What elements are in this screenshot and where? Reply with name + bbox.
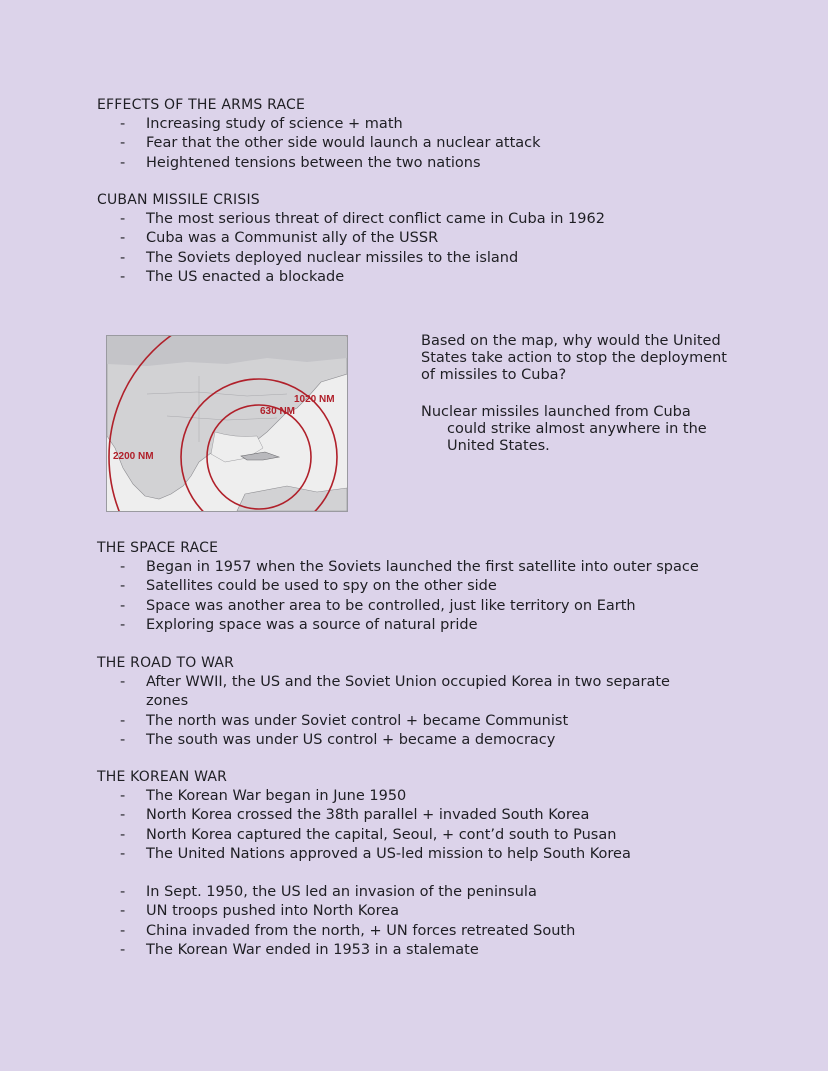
list-item: - The north was under Soviet control + became Communist xyxy=(97,712,757,731)
list-item: - Space was another area to be controlled, just like territory on Earth xyxy=(97,597,757,616)
bullet-list xyxy=(97,558,757,635)
list-item: - Increasing study of science + math xyxy=(97,115,757,134)
section-korean-war xyxy=(97,768,757,960)
list-item: - UN troops pushed into North Korea xyxy=(97,902,757,921)
map-answer xyxy=(421,404,741,455)
list-item: - North Korea captured the capital, Seoul, + cont’d south to Pusan xyxy=(97,826,757,845)
range-label-630: 630 NM xyxy=(260,406,296,417)
answer-continuation: could strike almost anywhere in the United States. xyxy=(447,421,707,454)
map-question xyxy=(421,333,741,384)
section-road-to-war xyxy=(97,654,757,750)
answer-first-line: Nuclear missiles launched from Cuba xyxy=(421,404,691,420)
list-item: - The Korean War ended in 1953 in a stalemate xyxy=(97,941,757,960)
list-item: - China invaded from the north, + UN forces retreated South xyxy=(97,922,757,941)
list-item: - After WWII, the US and the Soviet Union occupied Korea in two separate zones xyxy=(97,673,706,712)
section-cuban-missile-crisis xyxy=(97,191,757,287)
bullet-list xyxy=(97,210,757,287)
list-item: - Satellites could be used to spy on the other side xyxy=(97,577,757,596)
section-heading: THE KOREAN WAR xyxy=(97,769,228,785)
range-label-2200: 2200 NM xyxy=(113,451,154,462)
list-item: - Cuba was a Communist ally of the USSR xyxy=(97,229,757,248)
list-item: - The most serious threat of direct conflict came in Cuba in 1962 xyxy=(97,210,757,229)
list-item: - Exploring space was a source of natural pride xyxy=(97,616,757,635)
list-item: - North Korea crossed the 38th parallel + invaded South Korea xyxy=(97,806,757,825)
bullet-list xyxy=(97,115,757,173)
section-heading: CUBAN MISSILE CRISIS xyxy=(97,192,260,208)
list-item: - The United Nations approved a US-led mission to help South Korea xyxy=(97,845,757,864)
question-prompt: Based on the map, why would the United States take action to stop the deployment of missiles to Cuba? xyxy=(421,333,727,383)
list-item: - The Soviets deployed nuclear missiles to the island xyxy=(97,249,757,268)
section-heading: THE SPACE RACE xyxy=(97,540,219,556)
spacer xyxy=(97,864,757,883)
bullet-list xyxy=(97,883,757,960)
list-item: - Began in 1957 when the Soviets launched the first satellite into outer space xyxy=(97,558,757,577)
list-item: - Heightened tensions between the two nations xyxy=(97,154,757,173)
list-item: - The US enacted a blockade xyxy=(97,268,757,287)
section-heading: THE ROAD TO WAR xyxy=(97,655,235,671)
range-label-1020: 1020 NM xyxy=(294,394,335,405)
bullet-list xyxy=(97,673,757,750)
section-space-race xyxy=(97,539,757,635)
list-item: - The south was under US control + became a democracy xyxy=(97,731,757,750)
missile-range-map xyxy=(106,335,348,512)
bullet-list xyxy=(97,787,757,864)
map-image xyxy=(107,336,347,511)
list-item: - Fear that the other side would launch a nuclear attack xyxy=(97,134,757,153)
list-item: - In Sept. 1950, the US led an invasion of the peninsula xyxy=(97,883,757,902)
list-item: - The Korean War began in June 1950 xyxy=(97,787,757,806)
section-effects-arms-race xyxy=(97,96,757,173)
section-heading: EFFECTS OF THE ARMS RACE xyxy=(97,97,305,113)
